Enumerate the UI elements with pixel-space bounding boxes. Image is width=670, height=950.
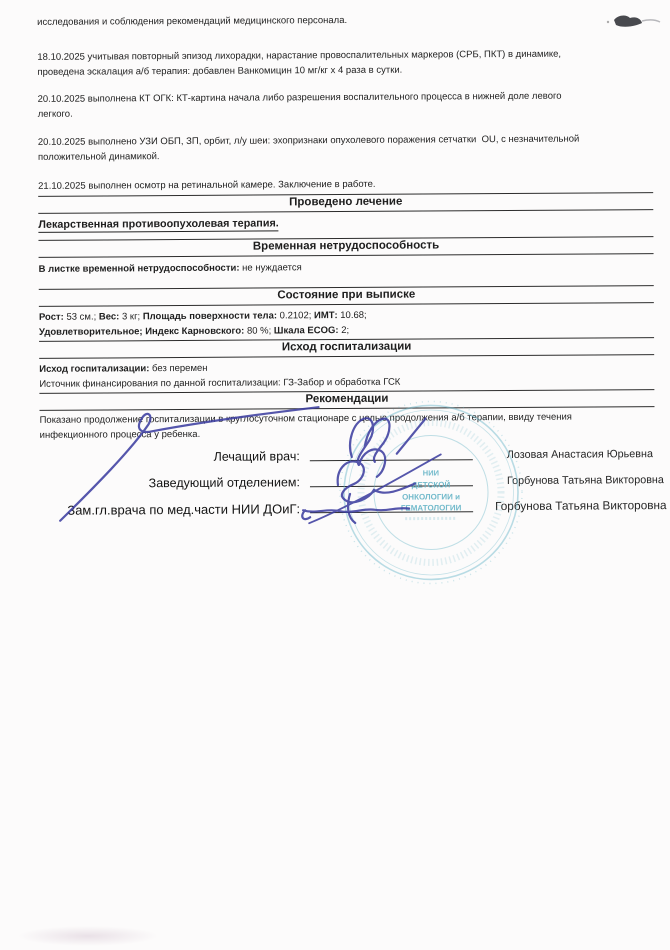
diary-entry: 18.10.2025 учитывая повторный эпизод лихорадки, нарастание провоспалительных маркеров (СРБ, ПКТ) в динамике, проведена эскалация а/б терапия: добавлен Ванкомицин 10 мг/кг х 4 раза в сутки. — [37, 48, 562, 78]
ink-smudge — [598, 6, 664, 46]
signature-row-deputy-chief — [40, 491, 667, 521]
signature-line — [310, 511, 473, 513]
section-title-outcome: Исход госпитализации — [39, 338, 654, 359]
discharge-state-line-2: Удовлетворительное; Индекс Карновского: 80 %; Шкала ECOG: 2; — [39, 321, 654, 342]
diary-entry: 20.10.2025 выполнено УЗИ ОБП, ЗП, орбит, л/у шеи: эхопризнаки опухолевого поражения сетчатки OU, с незначительной положительной динамикой. — [37, 133, 580, 163]
signature-name: Горбунова Татьяна Викторовна — [506, 474, 664, 488]
scan-smudge — [18, 926, 158, 946]
disability-line: В листке временной нетрудоспособности: не нуждается — [38, 262, 302, 275]
outcome-line: Исход госпитализации: без перемен — [39, 362, 208, 375]
treatment-body: Лекарственная противоопухолевая терапия. — [38, 217, 279, 231]
section-title-treatment: Проведено лечение — [38, 193, 653, 214]
signature-row-attending — [40, 439, 655, 469]
signature-line — [310, 485, 473, 487]
section-title-recommendations: Рекомендации — [39, 390, 654, 411]
diary-entry: 20.10.2025 выполнена КТ ОГК: КТ-картина начала либо разрешения воспалительного процесса в нижней доле левого легкого. — [37, 90, 562, 120]
recommendations-body: Показано продолжение госпитализации в круглосуточном стационаре с целью продолжения а/б терапии, ввиду течения инфекционного процесса у ребенка. — [39, 411, 572, 441]
svg-text:НИИ: НИИ — [422, 468, 440, 478]
diary-entry: 21.10.2025 выполнен осмотр на ретинальной камере. Заключение в работе. — [38, 175, 653, 197]
signature-block — [40, 439, 667, 521]
signature-role: Зам.гл.врача по мед.части НИИ ДОиГ: — [67, 501, 301, 518]
funding-line: Источник финансирования по данной госпитализации: ГЗ-Забор и обработка ГСК — [39, 373, 654, 394]
document-content — [37, 0, 667, 521]
svg-text:ОНКОЛОГИИ и: ОНКОЛОГИИ и — [402, 492, 461, 502]
svg-text:ГЕМАТОЛОГИИ: ГЕМАТОЛОГИИ — [400, 503, 462, 513]
signature-role: Заведующий отделением: — [148, 475, 300, 491]
signature-line — [310, 459, 473, 461]
discharge-state-line-1: Рост: 53 см.; Вес: 3 кг; Площадь поверхности тела: 0.2102; ИМТ: 10.68; — [38, 309, 367, 323]
signature-name: Горбунова Татьяна Викторовна — [495, 498, 667, 514]
signature-row-department-head — [40, 465, 664, 495]
section-title-discharge-state: Состояние при выписке — [39, 286, 654, 307]
signature-name: Лозовая Анастасия Юрьевна — [506, 448, 654, 462]
intro-line: исследования и соблюдения рекомендаций медицинского персонала. — [37, 14, 348, 28]
section-title-disability: Временная нетрудоспособность — [38, 237, 653, 258]
svg-text:ДЕТСКОЙ: ДЕТСКОЙ — [411, 480, 451, 490]
signature-role: Лечащий врач: — [213, 449, 300, 464]
